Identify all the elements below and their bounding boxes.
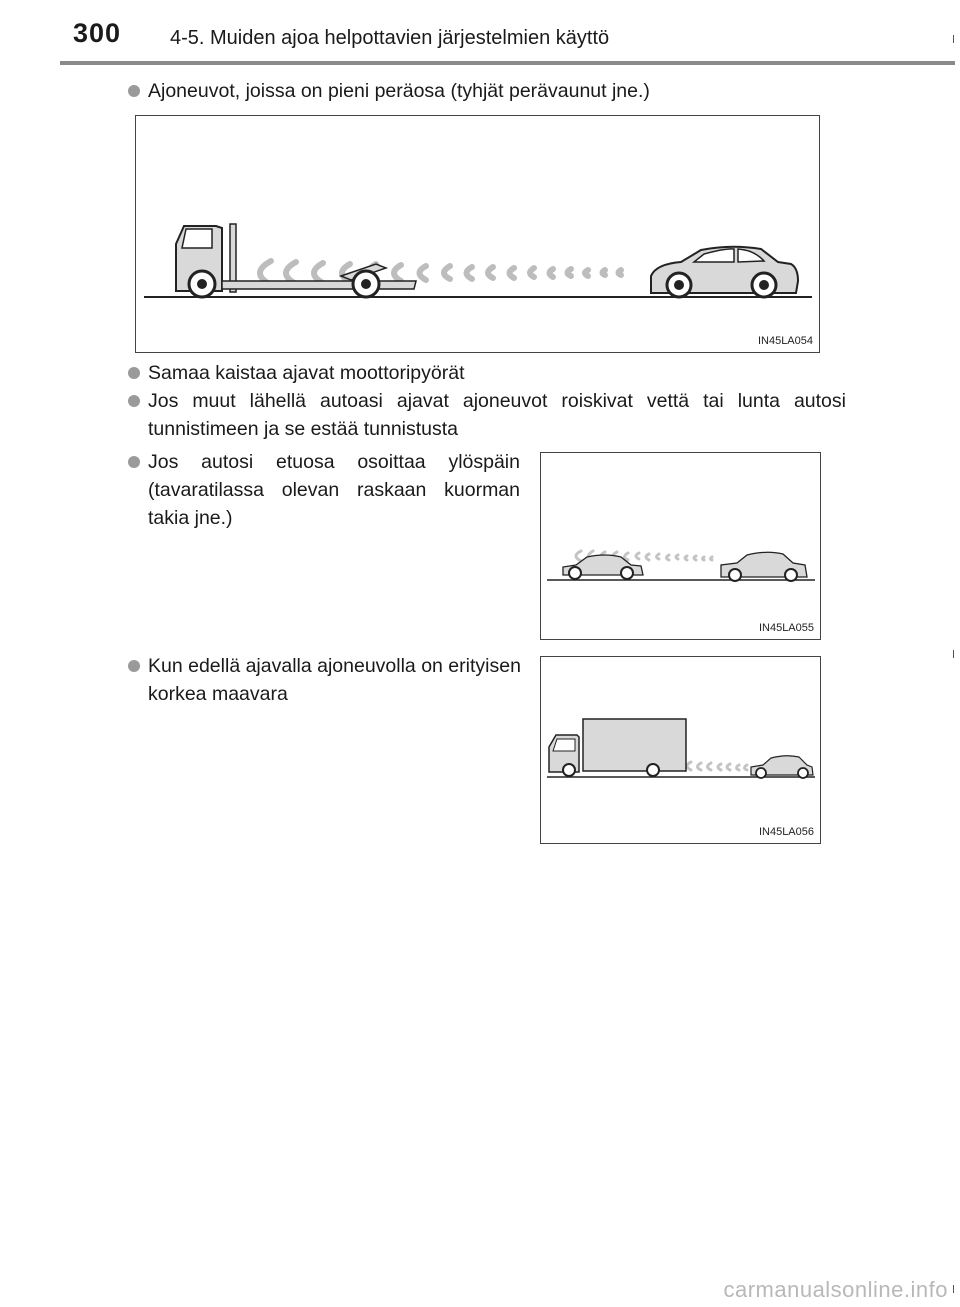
bullet-text: Kun edellä ajavalla ajoneuvolla on erityisen korkea maavara <box>148 655 521 705</box>
bullet-item <box>128 448 520 532</box>
bullet-dot-icon <box>128 367 140 379</box>
bullet-item <box>128 387 846 443</box>
two-cars-illustration <box>541 453 821 640</box>
bullet-text: Ajoneuvot, joissa on pieni peräosa (tyhjät perävaunut jne.) <box>148 80 650 102</box>
bullet-text: Jos autosi etuosa osoittaa ylöspäin (tavaratilassa olevan raskaan kuorman takia jne.) <box>148 451 520 529</box>
figure-code: IN45LA055 <box>758 622 814 634</box>
figure-two-cars <box>540 452 821 640</box>
bullet-dot-icon <box>128 85 140 97</box>
bullet-dot-icon <box>128 660 140 672</box>
tow-truck-and-car-illustration <box>136 116 820 353</box>
bullet-dot-icon <box>128 395 140 407</box>
header-rule <box>60 61 955 65</box>
box-truck-and-car-illustration <box>541 657 821 844</box>
section-title: 4-5. Muiden ajoa helpottavien järjestelmien käyttö <box>170 27 610 49</box>
figure-code: IN45LA054 <box>757 335 813 347</box>
watermark[interactable]: carmanualsonline.info <box>723 1277 948 1302</box>
bullet-item <box>128 359 878 387</box>
crop-mark <box>953 650 954 658</box>
figure-code: IN45LA056 <box>758 826 814 838</box>
figure-tow-truck <box>135 115 820 353</box>
bullet-item <box>128 652 540 708</box>
bullet-item <box>128 77 878 105</box>
bullet-text: Samaa kaistaa ajavat moottoripyörät <box>148 362 465 384</box>
bullet-text: Jos muut lähellä autoasi ajavat ajoneuvot roiskivat vettä tai lunta autosi tunnistimeen ja se estää tunnistusta <box>148 390 846 440</box>
page-number: 300 <box>73 18 122 48</box>
bullet-dot-icon <box>128 456 140 468</box>
figure-box-truck <box>540 656 821 844</box>
crop-mark <box>953 1285 954 1293</box>
crop-mark <box>953 35 954 43</box>
